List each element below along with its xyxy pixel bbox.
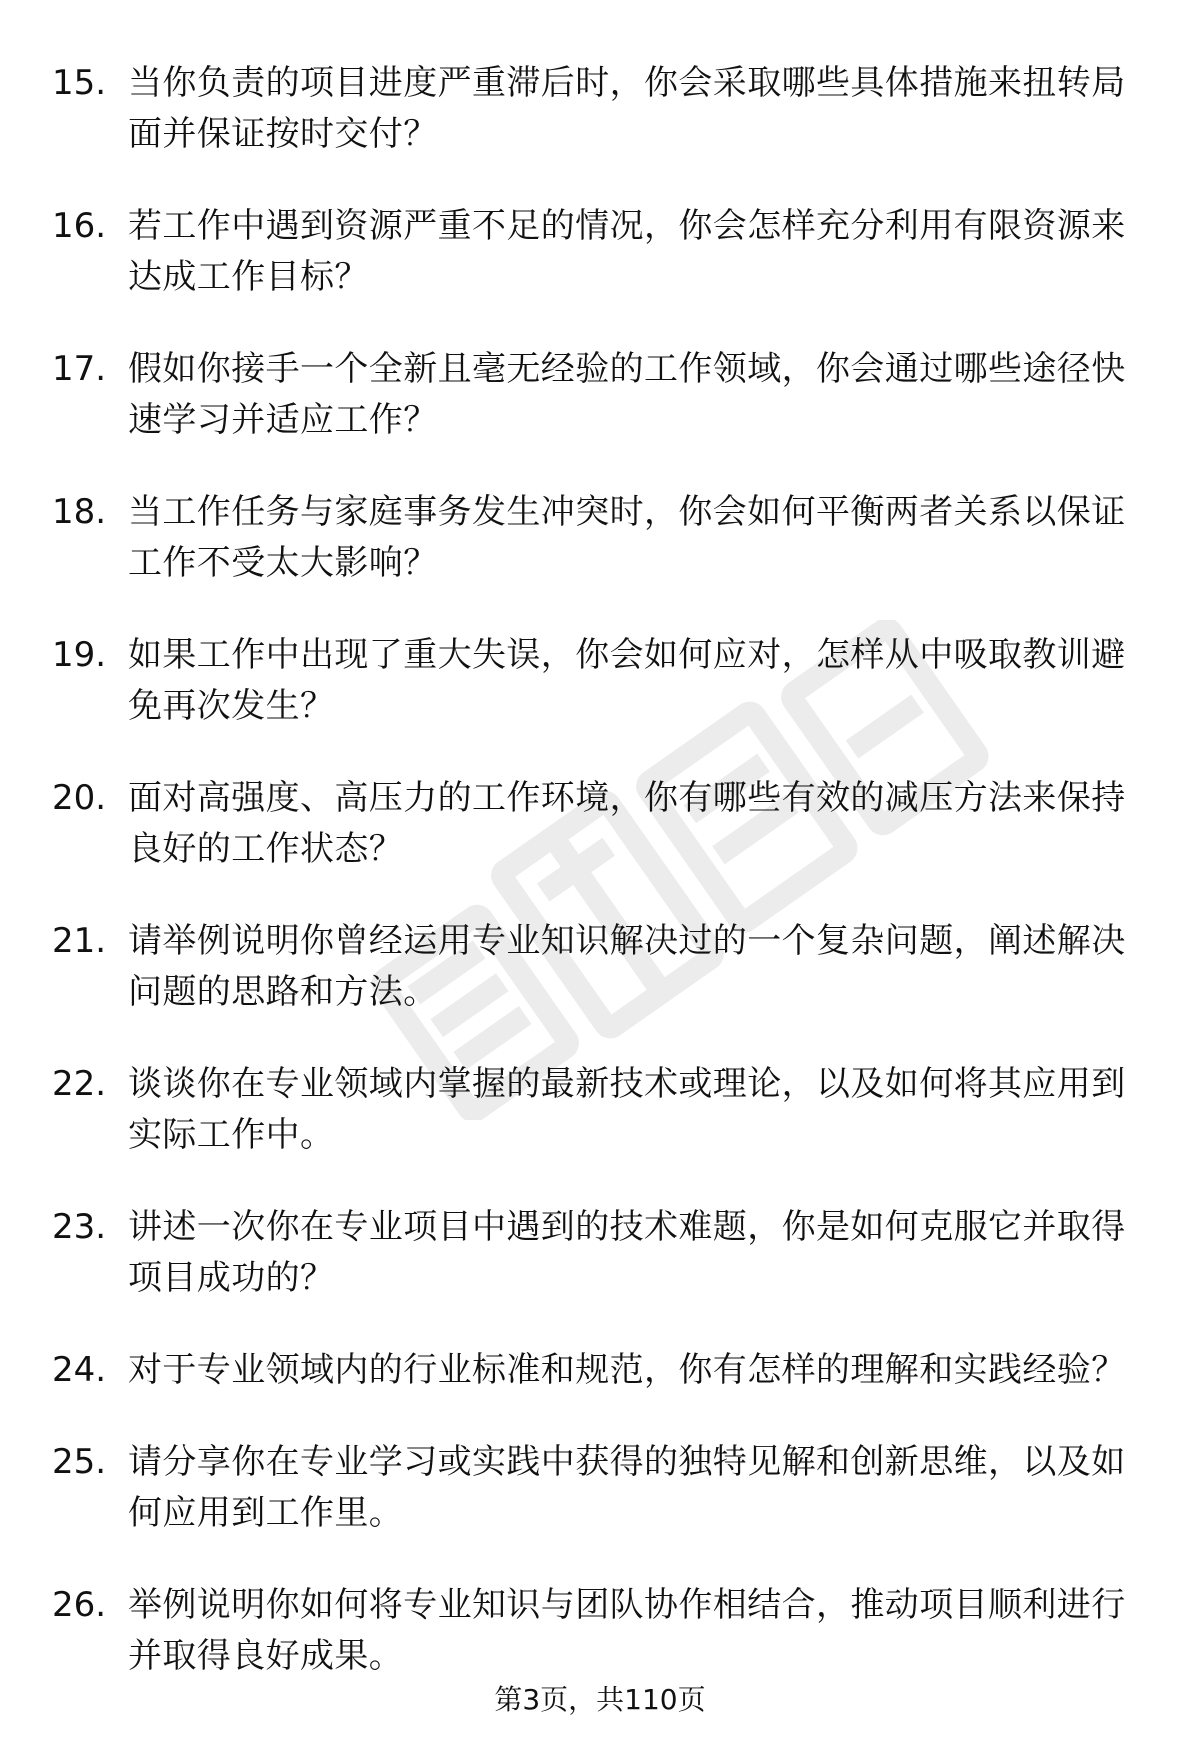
question-item	[52, 916, 1142, 1018]
question-text: 若工作中遇到资源严重不足的情况，你会怎样充分利用有限资源来达成工作目标？	[128, 206, 1126, 297]
question-text: 如果工作中出现了重大失误，你会如何应对，怎样从中吸取教训避免再次发生？	[128, 635, 1126, 726]
question-item	[52, 1437, 1142, 1539]
question-item	[52, 1580, 1142, 1682]
question-number: 16.	[52, 206, 107, 246]
question-number: 24.	[52, 1350, 107, 1390]
question-item	[52, 487, 1142, 589]
question-number: 15.	[52, 63, 107, 103]
question-number: 22.	[52, 1064, 107, 1104]
question-number: 19.	[52, 635, 107, 675]
question-text: 假如你接手一个全新且毫无经验的工作领域，你会通过哪些途径快速学习并适应工作？	[128, 349, 1126, 440]
question-item	[52, 630, 1142, 732]
question-item	[52, 1202, 1142, 1304]
question-text: 面对高强度、高压力的工作环境，你有哪些有效的减压方法来保持良好的工作状态？	[128, 778, 1126, 869]
question-item	[52, 344, 1142, 446]
question-number: 21.	[52, 921, 107, 961]
question-text: 请举例说明你曾经运用专业知识解决过的一个复杂问题，阐述解决问题的思路和方法。	[128, 921, 1126, 1012]
question-item	[52, 201, 1142, 303]
question-number: 17.	[52, 349, 107, 389]
question-item	[52, 1345, 1142, 1396]
question-text: 讲述一次你在专业项目中遇到的技术难题，你是如何克服它并取得项目成功的？	[128, 1207, 1126, 1298]
question-list	[52, 58, 1142, 1723]
question-number: 20.	[52, 778, 107, 818]
question-text: 举例说明你如何将专业知识与团队协作相结合，推动项目顺利进行并取得良好成果。	[128, 1585, 1126, 1676]
page-number-footer: 第3页，共110页	[494, 1683, 706, 1716]
question-text: 当你负责的项目进度严重滞后时，你会采取哪些具体措施来扭转局面并保证按时交付？	[128, 63, 1126, 154]
question-text: 当工作任务与家庭事务发生冲突时，你会如何平衡两者关系以保证工作不受太大影响？	[128, 492, 1126, 583]
question-number: 18.	[52, 492, 107, 532]
question-item	[52, 58, 1142, 160]
question-text: 对于专业领域内的行业标准和规范，你有怎样的理解和实践经验？	[128, 1350, 1126, 1390]
question-number: 23.	[52, 1207, 107, 1247]
question-item	[52, 1059, 1142, 1161]
question-text: 请分享你在专业学习或实践中获得的独特见解和创新思维，以及如何应用到工作里。	[128, 1442, 1126, 1533]
question-number: 25.	[52, 1442, 107, 1482]
question-item	[52, 773, 1142, 875]
question-text: 谈谈你在专业领域内掌握的最新技术或理论，以及如何将其应用到实际工作中。	[128, 1064, 1126, 1155]
question-number: 26.	[52, 1585, 107, 1625]
